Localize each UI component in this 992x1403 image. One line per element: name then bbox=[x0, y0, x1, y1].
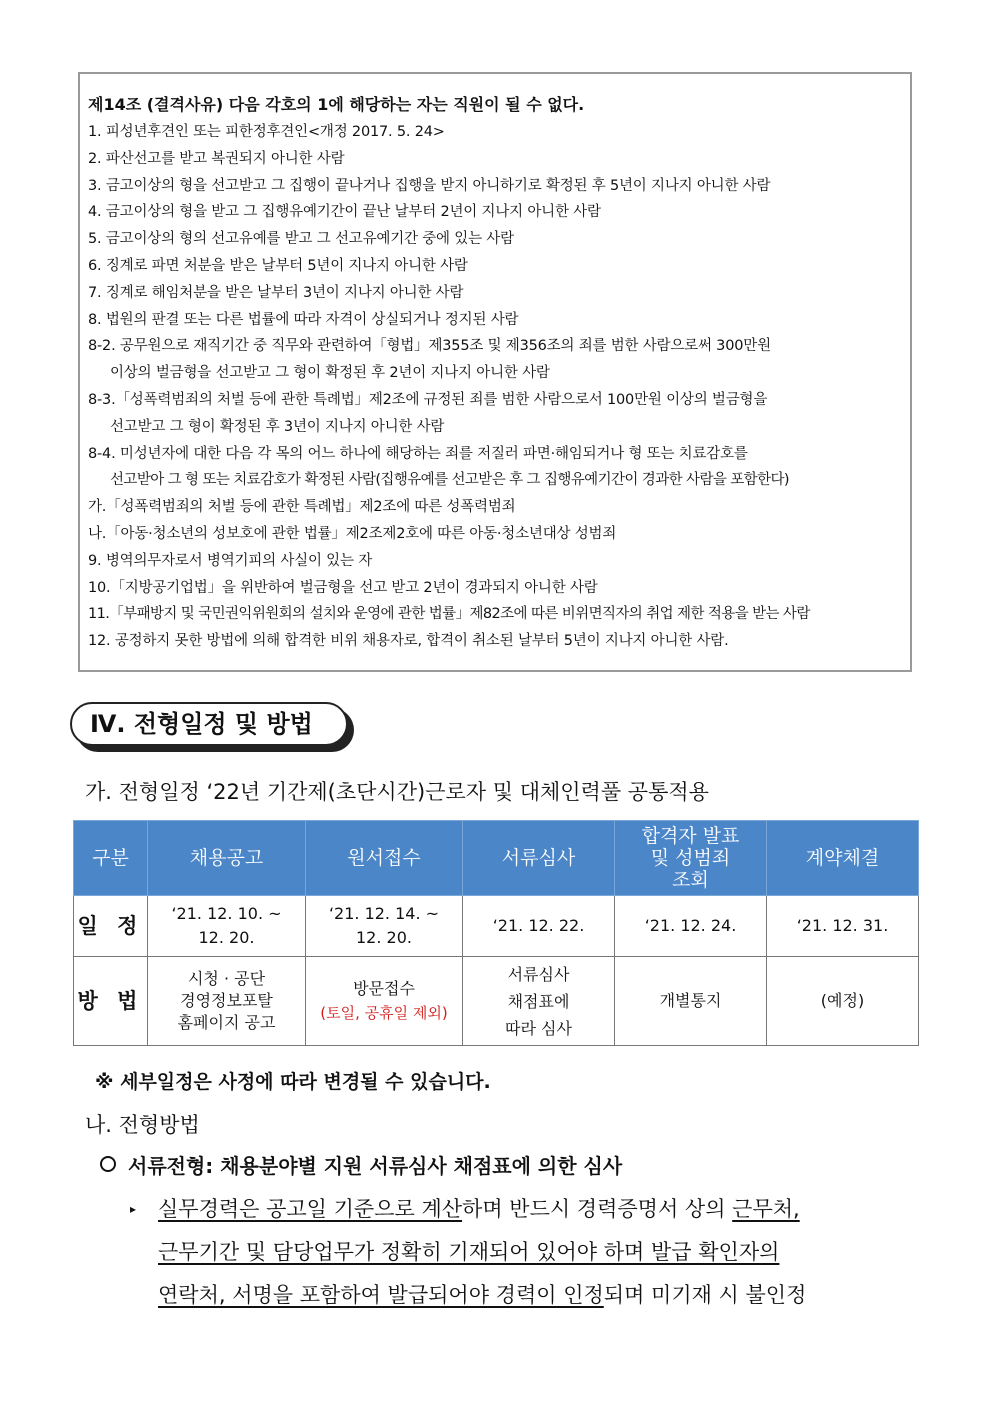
article-line: 11.「부패방지 및 국민권익위원회의 설치와 운영에 관한 법률」제82조에 따른 비위면직자의 취업 제한 적용을 받는 사람 bbox=[88, 606, 810, 623]
section-heading-label: Ⅳ. 전형일정 및 방법 bbox=[70, 702, 348, 746]
article-line: 선고받고 그 형이 확정된 후 3년이 지나지 아니한 사람 bbox=[110, 418, 445, 435]
schedule-cell: ‘21. 12. 31. bbox=[767, 896, 919, 957]
schedule-cell: ‘21. 12. 10. ~ 12. 20. bbox=[148, 896, 306, 957]
article-line: 8. 법원의 판결 또는 다른 법률에 따라 자격이 상실되거나 정지된 사람 bbox=[88, 311, 519, 328]
underlined-text: 근무기간 및 담당업무가 정확히 기재되어 있어야 하며 발급 확인자의 bbox=[158, 1240, 780, 1264]
article-line: 12. 공정하지 못한 방법에 의해 합격한 비위 채용자로, 합격이 취소된 날부터 5년이 지나지 아니한 사람. bbox=[88, 633, 729, 650]
paragraph-line-1 bbox=[130, 1188, 910, 1231]
schedule-cell: ‘21. 12. 22. bbox=[463, 896, 615, 957]
table-header-row bbox=[74, 821, 919, 896]
article-line: 선고받아 그 형 또는 치료감호가 확정된 사람(집행유예를 선고받은 후 그 집행유예기간이 경과한 사람을 포함한다) bbox=[110, 472, 789, 489]
table-row bbox=[74, 957, 919, 1046]
schedule-cell: ‘21. 12. 14. ~ 12. 20. bbox=[306, 896, 463, 957]
article-line: 이상의 벌금형을 선고받고 그 형이 확정된 후 2년이 지나지 아니한 사람 bbox=[110, 365, 550, 382]
document-screening-item bbox=[100, 1150, 622, 1179]
article-line: 나.「아동·청소년의 성보호에 관한 법률」제2조제2호에 따른 아동·청소년대상 성범죄 bbox=[88, 525, 617, 542]
document-screening-text: 서류전형: 채용분야별 지원 서류심사 채점표에 의한 심사 bbox=[128, 1154, 623, 1178]
paragraph-text: 하며 반드시 경력증명서 상의 bbox=[462, 1197, 733, 1221]
application-exclusion-note: (토일, 공휴일 제외) bbox=[320, 1004, 448, 1022]
underlined-text: 실무경력은 공고일 기준으로 계산 bbox=[158, 1197, 463, 1221]
underlined-text: 근무처, bbox=[732, 1197, 800, 1221]
subsection-schedule-title: 가. 전형일정 ‘22년 기간제(초단시간)근로자 및 대체인력풀 공통적용 bbox=[85, 780, 709, 804]
triangle-bullet-icon: ▸ bbox=[130, 1202, 137, 1216]
article-line: 7. 징계로 해임처분을 받은 날부터 3년이 지나지 아니한 사람 bbox=[88, 284, 464, 301]
article-line: 가.「성폭력범죄의 처벌 등에 관한 특례법」제2조에 따른 성폭력범죄 bbox=[88, 499, 516, 516]
header-cell: 구분 bbox=[74, 821, 148, 896]
application-method: 방문접수 bbox=[353, 979, 415, 998]
method-cell-review: 서류심사 채점표에 따라 심사 bbox=[463, 957, 615, 1046]
circle-bullet-icon bbox=[100, 1156, 116, 1172]
article-line: 1. 피성년후견인 또는 피한정후견인<개정 2017. 5. 24> bbox=[88, 124, 445, 140]
schedule-change-note: ※ 세부일정은 사정에 따라 변경될 수 있습니다. bbox=[95, 1071, 491, 1093]
method-cell-announcement: 시청 · 공단 경영정보포탈 홈페이지 공고 bbox=[148, 957, 306, 1046]
article-line: 2. 파산선고를 받고 복권되지 아니한 사람 bbox=[88, 150, 345, 167]
header-cell: 서류심사 bbox=[463, 821, 615, 896]
method-cell-contract: (예정) bbox=[767, 957, 919, 1046]
paragraph-line-3 bbox=[130, 1274, 910, 1317]
article-line: 9. 병역의무자로서 병역기피의 사실이 있는 자 bbox=[88, 552, 373, 569]
article-line: 6. 징계로 파면 처분을 받은 날부터 5년이 지나지 아니한 사람 bbox=[88, 257, 468, 274]
row-label-schedule: 일 정 bbox=[74, 896, 148, 957]
header-cell: 원서접수 bbox=[306, 821, 463, 896]
schedule-table bbox=[73, 820, 919, 1046]
article-box bbox=[78, 72, 912, 672]
header-cell: 계약체결 bbox=[767, 821, 919, 896]
article-line: 8-2. 공무원으로 재직기간 중 직무와 관련하여「형법」제355조 및 제356조의 죄를 범한 사람으로써 300만원 bbox=[88, 338, 771, 355]
paragraph-line-2 bbox=[130, 1231, 910, 1274]
section-heading bbox=[70, 702, 355, 752]
article-line: 8-4. 미성년자에 대한 다음 각 목의 어느 하나에 해당하는 죄를 저질러 파면·해임되거나 형 또는 치료감호를 bbox=[88, 445, 748, 462]
method-cell-result: 개별통지 bbox=[615, 957, 767, 1046]
method-cell-application bbox=[306, 957, 463, 1046]
article-line: 5. 금고이상의 형의 선고유예를 받고 그 선고유예기간 중에 있는 사람 bbox=[88, 231, 514, 248]
row-label-method: 방 법 bbox=[74, 957, 148, 1046]
underlined-text: 연락처, 서명을 포함하여 발급되어야 경력이 인정 bbox=[158, 1283, 604, 1307]
experience-paragraph bbox=[130, 1188, 910, 1317]
article-line: 3. 금고이상의 형을 선고받고 그 집행이 끝나거나 집행을 받지 아니하기로 확정된 후 5년이 지나지 아니한 사람 bbox=[88, 177, 771, 194]
paragraph-text: 되며 미기재 시 불인정 bbox=[603, 1283, 807, 1307]
article-title: 제14조 (결격사유) 다음 각호의 1에 해당하는 자는 직원이 될 수 없다. bbox=[88, 95, 585, 114]
schedule-cell: ‘21. 12. 24. bbox=[615, 896, 767, 957]
header-cell: 채용공고 bbox=[148, 821, 306, 896]
table-row bbox=[74, 896, 919, 957]
subsection-method-title: 나. 전형방법 bbox=[85, 1113, 200, 1137]
header-cell: 합격자 발표 및 성범죄 조회 bbox=[615, 821, 767, 896]
article-line: 8-3.「성폭력범죄의 처벌 등에 관한 특례법」제2조에 규정된 죄를 범한 사람으로서 100만원 이상의 벌금형을 bbox=[88, 391, 768, 408]
article-line: 4. 금고이상의 형을 받고 그 집행유예기간이 끝난 날부터 2년이 지나지 아니한 사람 bbox=[88, 204, 601, 221]
article-line: 10.「지방공기업법」을 위반하여 벌금형을 선고 받고 2년이 경과되지 아니한 사람 bbox=[88, 579, 598, 596]
